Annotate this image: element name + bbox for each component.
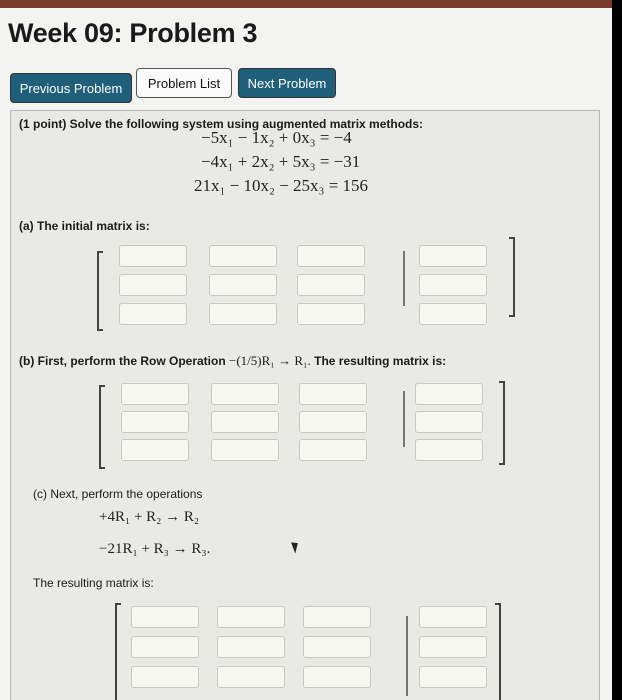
part-b-operation: −(1/5)R₁ → R₁.: [229, 353, 311, 368]
next-problem-button[interactable]: Next Problem: [238, 68, 336, 98]
matrix-a-cell[interactable]: [297, 303, 365, 325]
problem-list-button[interactable]: Problem List: [136, 68, 232, 98]
part-b-label: [19, 353, 446, 369]
matrix-a-cell[interactable]: [419, 245, 487, 267]
matrix-c-cell[interactable]: [419, 666, 487, 688]
matrix-c-cell[interactable]: [217, 666, 285, 688]
matrix-c-left-bracket: [115, 603, 121, 700]
matrix-b-divider: [403, 391, 405, 447]
matrix-c-cell[interactable]: [131, 606, 199, 628]
matrix-b-cell[interactable]: [299, 439, 367, 461]
matrix-b-cell[interactable]: [415, 383, 483, 405]
part-a-label: (a) The initial matrix is:: [19, 219, 150, 233]
matrix-b-cell[interactable]: [415, 411, 483, 433]
matrix-c-cell[interactable]: [419, 636, 487, 658]
matrix-c-cell[interactable]: [303, 636, 371, 658]
matrix-b-cell[interactable]: [121, 383, 189, 405]
matrix-a-cell[interactable]: [119, 303, 187, 325]
equation-1: −5x₁ − 1x₂ + 0x₃ = −4: [201, 128, 352, 147]
matrix-a-left-bracket: [97, 251, 103, 331]
matrix-a-cell[interactable]: [119, 245, 187, 267]
matrix-a-cell[interactable]: [209, 303, 277, 325]
browser-strip: [0, 0, 612, 8]
matrix-a-cell[interactable]: [119, 274, 187, 296]
operation-2: −21R₁ + R₃ → R₃.: [99, 541, 211, 557]
matrix-c-cell[interactable]: [303, 666, 371, 688]
matrix-c-cell[interactable]: [217, 636, 285, 658]
matrix-b-cell[interactable]: [211, 439, 279, 461]
matrix-b-cell[interactable]: [121, 439, 189, 461]
matrix-c-right-bracket: [495, 603, 501, 700]
problem-panel: [10, 110, 600, 700]
matrix-a-cell[interactable]: [419, 274, 487, 296]
part-b-prefix: (b) First, perform the Row Operation: [19, 354, 226, 368]
problem-intro: (1 point) Solve the following system using augmented matrix methods:: [19, 117, 424, 131]
page-title: Week 09: Problem 3: [8, 18, 258, 48]
matrix-c-cell[interactable]: [303, 606, 371, 628]
operation-1: +4R₁ + R₂ → R₂: [99, 509, 200, 525]
matrix-a-divider: [403, 251, 405, 306]
matrix-b-left-bracket: [99, 385, 105, 469]
matrix-b-cell[interactable]: [299, 411, 367, 433]
matrix-c-divider: [406, 616, 408, 696]
matrix-c-cell[interactable]: [419, 606, 487, 628]
matrix-b-cell[interactable]: [121, 411, 189, 433]
equation-2: −4x₁ + 2x₂ + 5x₃ = −31: [201, 152, 361, 171]
matrix-a-cell[interactable]: [209, 245, 277, 267]
matrix-b-cell[interactable]: [299, 383, 367, 405]
matrix-a-cell[interactable]: [297, 274, 365, 296]
matrix-c-cell[interactable]: [217, 606, 285, 628]
part-b-suffix: The resulting matrix is:: [314, 354, 447, 368]
matrix-c-cell[interactable]: [131, 666, 199, 688]
matrix-a-cell[interactable]: [419, 303, 487, 325]
matrix-a-right-bracket: [509, 237, 515, 317]
matrix-b-cell[interactable]: [211, 383, 279, 405]
matrix-b-cell[interactable]: [211, 411, 279, 433]
matrix-a-cell[interactable]: [297, 245, 365, 267]
equation-3: 21x₁ − 10x₂ − 25x₃ = 156: [194, 176, 369, 195]
previous-problem-button[interactable]: Previous Problem: [10, 73, 132, 103]
matrix-b-right-bracket: [499, 381, 505, 465]
matrix-b-cell[interactable]: [415, 439, 483, 461]
result-label: The resulting matrix is:: [33, 576, 154, 590]
part-c-label: (c) Next, perform the operations: [33, 487, 203, 501]
matrix-c-cell[interactable]: [131, 636, 199, 658]
matrix-a-cell[interactable]: [209, 274, 277, 296]
